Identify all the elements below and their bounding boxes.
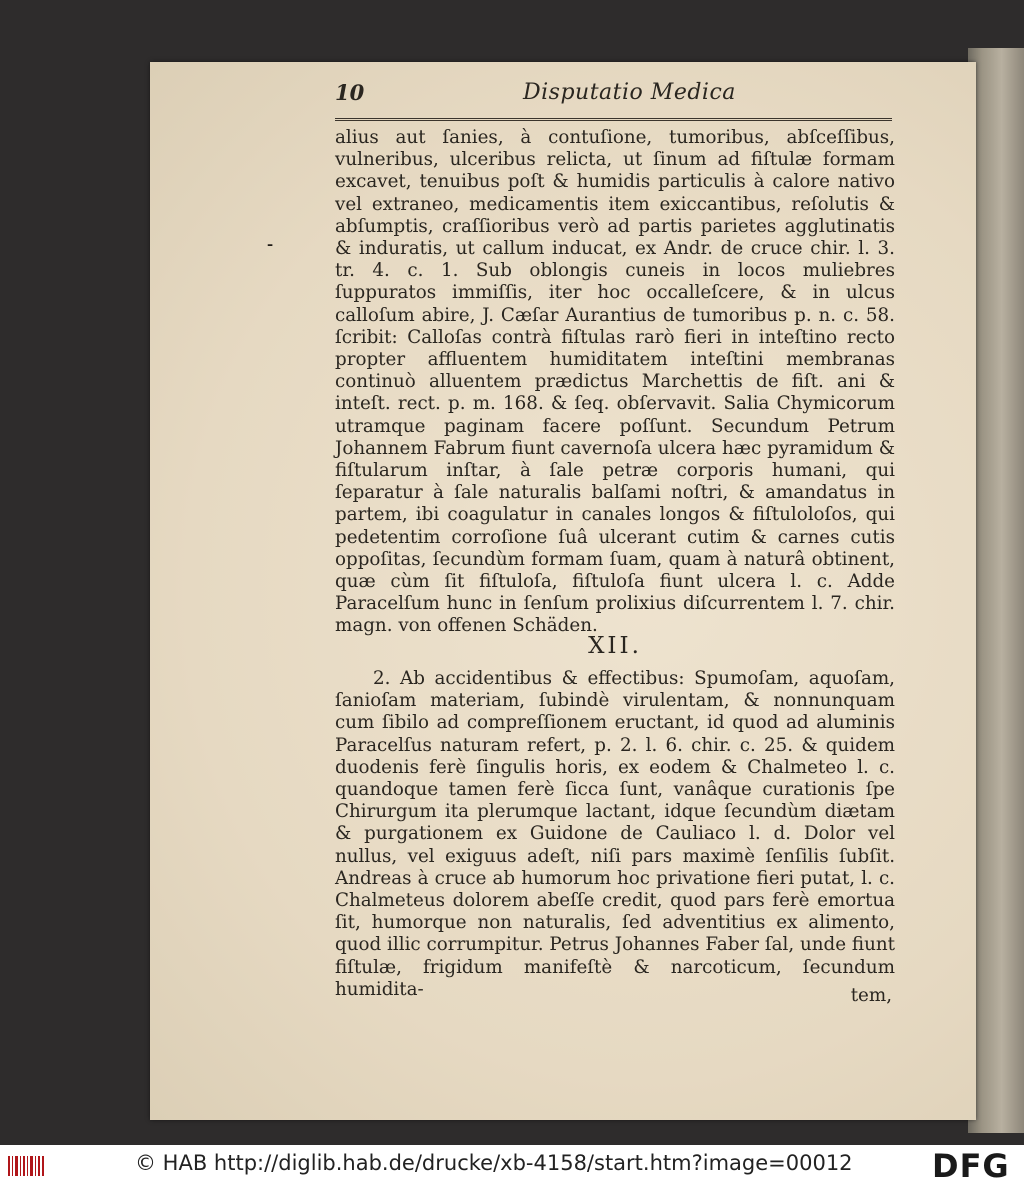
page-number: 10 bbox=[335, 80, 365, 105]
dfg-logo: DFG bbox=[932, 1147, 1010, 1185]
paragraph-text: 2. Ab accidentibus & effectibus: Spumoſam, aquoſam, ſanioſam materiam, ſubindè virulentam, & nonnunquam cum ſibilo ad compreſſionem eructant, id quod ad aluminis Paracelſus naturam refert, p. 2. l. 6. chir. c. 25. & quidem duodenis ferè ſingulis horis, ex eodem & Chalmeteo l. c. quandoque tamen ferè ſicca ſunt, vanâque curationis ſpe Chirurgum ita plerumque lactant, idque ſecundùm diætam & purgationem ex Guidone de Cauliaco l. d. Dolor vel nullus, vel exiguus adeſt, niſi pars maximè ſenſilis ſubſit. Andreas à cruce ab humorum hoc privatione fieri putat, l. c. Chalmeteus dolorem abeſſe credit, quod pars ferè emortua ſit, humorque non naturalis, ſed adventitius ex alimento, quod illic corrumpitur. Petrus Johannes Faber ſal, unde fiunt fiſtulæ, frigidum manifeſtè & narcoticum, ſecundum humidita- bbox=[335, 668, 895, 1000]
margin-mark-icon: ⁃ bbox=[266, 236, 274, 255]
running-head: Disputatio Medica bbox=[523, 80, 736, 105]
catchword: tem, bbox=[850, 985, 892, 1006]
paragraph-text: alius aut ſanies, à contuſione, tumoribus, abſceſſibus, vulneribus, ulceribus relicta, ut ſinum ad fiſtulæ formam excavet, tenuibus poſt & humidis particulis à calore nativo vel extraneo, medicamentis item exiccantibus, reſolutis & abſumptis, craſſioribus verò ad partis parietes agglutinatis & induratis, ut callum inducat, ex Andr. de cruce chir. l. 3. tr. 4. c. 1. Sub oblongis cuneis in locos muliebres ſuppuratos immiſſis, iter hoc occalleſcere, & in ulcus calloſum abire, J. Cæſar Aurantius de tumoribus p. n. c. 58. ſcribit: Calloſas contrà fiſtulas rarò fieri in inteſtino recto propter affluentem humiditatem inteſtini membranas continuò alluentem prædictus Marchettis de fiſt. ani & inteſt. rect. p. m. 168. & ſeq. obſervavit. Salia Chymicorum utramque paginam facere poſſunt. Secundum Petrum Johannem Fabrum fiunt cavernoſa ulcera hæc pyramidum & fiſtularum inſtar, à ſale petræ corporis humani, qui ſeparatur à ſale naturalis balſami noſtri, & amandatus in partem, ibi coagulatur in canales longos & fiſtuloloſos, qui pedetentim corroſione ſuâ ulcerant cutim & carnes cutis oppoſitas, ſecundùm formam ſuam, quam à naturâ obtinent, quæ cùm ſit fiſtuloſa, fiſtuloſa fiunt ulcera l. c. Adde Paracelſum hunc in ſenſum prolixius diſcurrentem l. 7. chir. magn. von offenen Schäden. bbox=[335, 127, 895, 637]
header-rule bbox=[335, 118, 892, 121]
body-paragraph-1 bbox=[335, 127, 895, 637]
page-header bbox=[335, 80, 895, 116]
section-number: XII. bbox=[588, 633, 642, 659]
footer-bar bbox=[0, 1145, 1024, 1187]
adjacent-page-edge bbox=[968, 48, 1024, 1133]
barcode-icon bbox=[6, 1153, 46, 1179]
copyright-link[interactable]: © HAB http://diglib.hab.de/drucke/xb-4158/start.htm?image=00012 bbox=[135, 1151, 853, 1175]
